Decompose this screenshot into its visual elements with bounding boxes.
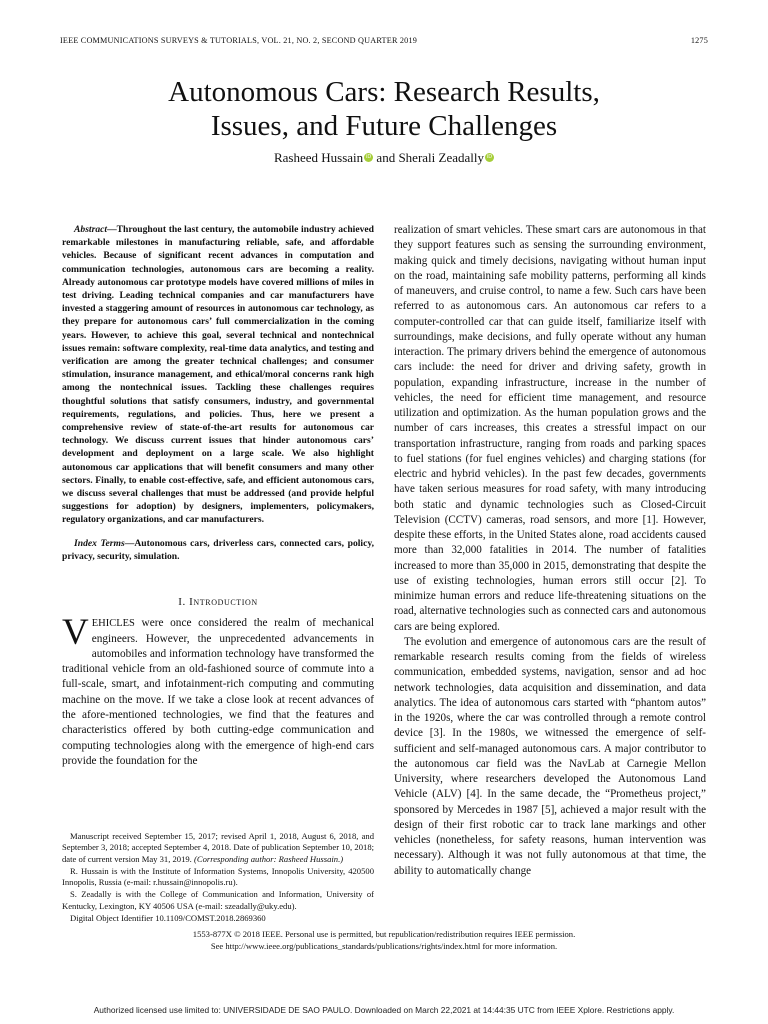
license-footer: Authorized licensed use limited to: UNIVERSIDADE DE SAO PAULO. Downloaded on March 22,2021 at 14:44:35 UTC from IEEE Xplore. Restrictions apply. <box>93 1005 675 1015</box>
drop-cap: V <box>62 612 89 654</box>
drop-cap-lead: EHICLES <box>91 618 135 630</box>
footnote-doi[interactable]: Digital Object Identifier 10.1109/COMST.2018.2869360 <box>70 913 266 924</box>
footnote-affiliation-2: S. Zeadally is with the College of Communication and Information, University of Kentucky, Lexington, KY 40506 USA (e-mail: szeadally@uky.edu). <box>62 889 374 911</box>
title-line-1: Autonomous Cars: Research Results, <box>168 76 600 108</box>
orcid-icon[interactable]: iD <box>486 154 493 160</box>
index-terms-text: —Autonomous cars, driverless cars, connected cars, policy, privacy, security, simulation. <box>62 537 374 562</box>
footnote-received-text: Manuscript received September 15, 2017; revised April 1, 2018, August 6, 2018, and September 3, 2018; accepted September 4, 2018. Date of publication September 10, 2018; date of current version May 31, 2019. <box>62 831 374 864</box>
paper-title <box>60 75 708 143</box>
section-heading-introduction <box>62 595 374 610</box>
left-column <box>62 223 374 769</box>
author-line <box>60 150 708 166</box>
copyright-line-2[interactable]: See http://www.ieee.org/publications_standards/publications/rights/index.html for more information. <box>210 941 558 951</box>
introduction-paragraph <box>62 612 374 769</box>
abstract-label: Abstract <box>74 224 108 235</box>
title-line-2: Issues, and Future Challenges <box>210 110 558 142</box>
page-number: 1275 <box>690 36 708 45</box>
index-terms <box>62 537 374 563</box>
footnotes <box>62 831 374 925</box>
author-name-2: Sherali Zeadally <box>398 150 485 165</box>
index-terms-label: Index Terms <box>74 537 125 549</box>
right-column <box>394 223 706 879</box>
abstract <box>62 223 374 527</box>
footnote-affiliation-1: R. Hussain is with the Institute of Information Systems, Innopolis University, 420500 Innopolis, Russia (e-mail: r.hussain@innopolis.ru). <box>62 865 374 888</box>
introduction-text: were once considered the realm of mechanical engineers. However, the unprecedented advancements in automobiles and information technology have transformed the traditional vehicle from an old-fashioned source of commute into a full-scale, smart, and infotainment-rich computing and commuting machine on the move. If we take a close look at recent advances of the afore-mentioned technologies, we find that the features and characteristics offered by both cutting-edge communication and computing technologies along with the emergence of high-end cars provide the foundation for the <box>62 617 374 767</box>
section-number: I. <box>178 596 186 609</box>
orcid-icon[interactable]: iD <box>366 154 372 160</box>
author-name-1: Rasheed Hussain <box>273 150 364 165</box>
body-paragraph-2: The evolution and emergence of autonomous cars are the result of remarkable research results coming from the fields of wireless communication, embedded systems, navigation, sensor and ad hoc network technologies, data acquisition and dissemination, and data analytics. The idea of autonomous cars started with “phantom autos” in the 1920s, where the car was controlled through a remote control device [3]. In the 1980s, we witnessed the emergence of self-sufficient and self-managed autonomous cars. A major contributor to the autonomous car field was the NavLab at Carnegie Mellon University, where researchers developed the Autonomous Land Vehicle (ALV) [4]. In the same decade, the “Prometheus project,” sponsored by Mercedes in 1987 [5], achieved a major result with the design of their first robotic car to track lane markings and other vehicles (nonetheless, for safety reasons, human intervention was necessary). Although it was not fully autonomous at that time, the ability to automatically change <box>394 635 706 877</box>
copyright-line-1: 1553-877X © 2018 IEEE. Personal use is permitted, but republication/redistribution requires IEEE permission. <box>192 929 576 939</box>
abstract-text: —Throughout the last century, the automobile industry achieved remarkable milestones in manufacturing reliable, safe, and affordable vehicles. Because of significant recent advances in computation and communication technologies, autonomous cars are becoming a reality. Already autonomous car prototype models have covered millions of miles in test driving. Leading technical companies and car manufacturers have invested a staggering amount of resources in autonomous car technology, as they prepare for autonomous cars’ full commercialization in the coming years. However, to achieve this goal, several technical and nontechnical issues remain: software complexity, real-time data analytics, and testing and verification are among the greater technical challenges; and consumer stimulation, insurance management, and ethical/moral concerns rank high among the nontechnical issues. Tackling these challenges requires thoughtful solutions that satisfy consumers, industry, and governmental requirements, regulations, and policies. Thus, here we present a comprehensive review of state-of-the-art results for autonomous car technology. We discuss current issues that hinder autonomous cars’ development and deployment on a large scale. We also highlight autonomous car applications that will benefit consumers and many other sectors. Finally, to enable cost-effective, safe, and efficient autonomous cars, we discuss several challenges that must be addressed (and provide helpful suggestions for adoption) by designers, implementers, policymakers, regulatory organizations, and car manufacturers. <box>62 224 374 526</box>
running-header <box>60 36 708 45</box>
corresponding-author-note: (Corresponding author: Rasheed Hussain.) <box>193 853 344 864</box>
body-paragraph-1: realization of smart vehicles. These smart cars are autonomous in that they support features such as sensing the surrounding environment, making quick and timely decisions, navigating without human input on the road, maintaining safe mobility patterns, performing all kinds of maneuvers, and cruise control, to name a few. Such cars have been referred to as autonomous cars. An autonomous car refers to a computer-controlled car that can guide itself, familiarize itself with surroundings, make decisions, and fully operate without any human interaction. The primary drivers behind the emergence of autonomous cars include: the need for driver and driving safety, growth in population, expanding infrastructure, increase in the number of vehicles, the need for efficient time management, and resource utilization and optimization. As the human population grows and the number of cars increases, this creates a stressful impact on our transportation infrastructure, ranging from roads and parking spaces to fuel stations (for fuel engines vehicles) and charging stations (for electric and hybrid vehicles). In the past few decades, governments have taken serious measures for road safety, with many introducing both static and dynamic technologies such as Closed-Circuit Television (CCTV) cameras, road sensors, and more [1]. However, despite these efforts, in the United States alone, road accidents caused more than 32,000 fatalities in 2014. The number of fatalities increased to more than 35,000 in 2015, demonstrating that despite the use of existing technologies, human errors still occur [2]. To minimize human errors and reduce life-threatening situations on the road, alternative technologies such as connected cars and autonomous cars are being explored. <box>394 224 706 633</box>
section-title: Introduction <box>189 596 258 609</box>
footnote-received <box>62 831 374 865</box>
journal-info: IEEE COMMUNICATIONS SURVEYS & TUTORIALS, VOL. 21, NO. 2, SECOND QUARTER 2019 <box>60 36 418 45</box>
copyright-notice <box>60 928 708 952</box>
author-connector: and <box>376 150 396 165</box>
